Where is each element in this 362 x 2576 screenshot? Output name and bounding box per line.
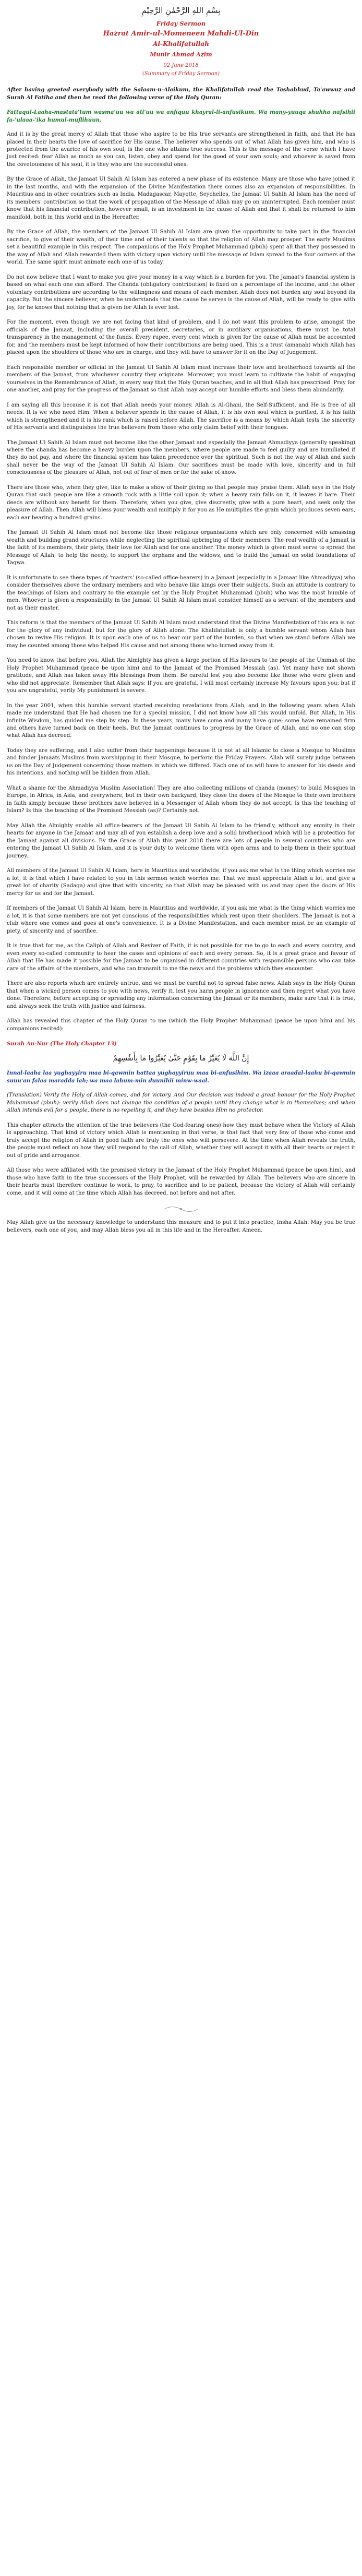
closing-paragraph: May Allah give us the necessary knowledge to understand this measure and to put it into practice, Insha Allah. May you be true believers, each one of you, and may Allah bless you all in this life and in the Hereafter. Ameen. <box>7 1220 355 1233</box>
body-paragraph: This reform is that the members of the Jamaat Ul Sahih Al Islam must understand that the Divine Manifestation of this era is not for the glory of any individual, but for the glory of Allah alone. The Khalifatullah is only a humble servant whom Allah has chosen to revive His religion. It is upon each one of us to bear our part of the burden, so that when we stand before Allah we may be counted among those who helped His cause and not among those who turned away from it. <box>7 620 355 649</box>
body-paragraph: The Jamaat Ul Sahih Al Islam must not become like those religious organisations which are only concerned with amassing wealth and building grand structures while neglecting the spiritual upbringing of their members. The real wealth of a Jamaat is the faith of its members, their piety, their love for Allah and for one another. The money which is given must serve to spread the Message of Allah, to help the needy, to support the orphans and the widows, and to build the Jamaat on solid foundations of Taqwa. <box>7 530 355 566</box>
intro-paragraph: After having greeted everybody with the Salaam-u-Alaikum, the Khalifatullah read the Tashahhud, Ta'awwuz and Surah Al Fatiha and then he read the following verse of the Holy Quran: <box>7 87 355 101</box>
verse-transliteration: Fattaqul-Laaha-mastata'tum wasma'uu wa ati'uu wa anfiquu khayral-li-anfusikum. Wa many-yuuqa shuhha nafsihii fa-'ulaaa-'ika humul-muflihuun. <box>7 109 355 123</box>
body-paragraph: There are also reports which are entirely untrue, and we must be careful not to spread false news. Allah says in the Holy Quran that when a wicked person comes to you with news, verify it, lest you harm people in ignorance and then regret what you have done. Therefore, before accepting or spreading any information concerning the Jamaat or its members, make sure that it is true, and always seek the truth with justice and fairness. <box>7 981 355 1009</box>
sermon-type: Friday Sermon <box>156 20 206 28</box>
body-paragraph: Today they are suffering, and I also suffer from their happenings because it is not at all Islamic to close a Mosque to Muslims and hinder Jamaats Muslims from worshipping in their Mosque, to perform the Friday Prayers. Allah will surely judge between us on the Day of Judgement concerning those matters in which we differed. Each one of us will have to answer for his deeds and his intentions, and nothing will be hidden from Allah. <box>7 747 355 777</box>
body-paragraph: You need to know that before you, Allah the Almighty has given a large portion of His favours to the people of the Ummah of the Holy Prophet Muhammad (peace be upon him) and to the Jamaat of the Promised Messiah (as). Yet many have not shown gratitude, and Allah has taken away His blessings from them. Be careful lest you also become like those who were given and who did not appreciate. Remember that Allah says: If you are grateful, I will most certainly increase My favours upon you; but if you are ungrateful, verily My punishment is severe. <box>7 658 355 694</box>
body-paragraph: By the Grace of Allah, the members of the Jamaat Ul Sahih Al Islam are given the opportunity to take part in the financial sacrifice, to give of their wealth, of their time and of their talents so that the religion of Allah may prosper. The early Muslims set a beautiful example in this respect. The companions of the Holy Prophet Muhammad (pbuh) spent all that they possessed in the way of Allah and Allah rewarded them with victory upon victory until the message of Islam spread to the four corners of the world. The same spirit must animate each one of us today. <box>7 229 355 266</box>
body-paragraph: By the Grace of Allah, the Jamaat Ul Sahih Al Islam has entered a new phase of its existence. Many are those who have joined it in the last months, and with the expansion of the Divine Manifestation there comes also an expansion of responsibilities. In Mauritius and in other countries such as India, Madagascar, Mayotte, Seychelles, the Jamaat Ul Sahih Al Islam has the need of its members' contribution so that the work of propagation of the Message of Allah may go on uninterrupted. Each member must know that his financial contribution, however small, is an investment in the cause of Allah and that it shall be returned to him manifold, both in this world and in the Hereafter. <box>7 176 355 220</box>
sermon-page <box>7 5 355 1242</box>
closing-paragraph: This chapter attracts the attention of the true believers (the God-fearing ones) how they must behave when the Victory of Allah is approaching. That kind of victory which Allah is mentioning in that verse, is that fact that very few of those who come and truly accept the religion of Allah in good faith are truly the ones who will persevere. At the time when Allah reveals the truth, the people must reflect on how they will respond to the call of Allah, whether they will accept it with all their hearts or reject it out of pride and arrogance. <box>7 1122 355 1159</box>
body-paragraph: If members of the Jamaat Ul Sahih Al Islam, here in Mauritius and worldwide, if you ask me what is the thing which worries me a lot, it is that some members are not yet conscious of the responsibilities which rest upon their shoulders. The Jamaat is not a club where one comes and goes at one's convenience. It is a Divine Manifestation, and each member must be an example of piety, of sincerity and of sacrifice. <box>7 905 355 934</box>
sermon-summary-note: (Summary of Friday Sermon) <box>142 70 220 77</box>
closing-paragraph: All those who were affiliated with the promised victory in the Jamaat of the Holy Prophet Muhammad (peace be upon him), and those who have faith in the true successors of the Holy Prophet, will be rewarded by Allah. The believers who are sincere in their hearts must therefore continue to work, to pray, to sacrifice and to be patient, because the victory of Allah will certainly come, and it will come at the time which Allah has decreed, not before and not after. <box>7 1167 355 1196</box>
body-paragraph: For the moment, even though we are not facing that kind of problem, and I do not want this problem to arise, amongst the officials of the Jamaat, including the overall president, secretaries, or in auxiliary organisations, there must be total transparency in the management of the funds. Every rupee, every cent which is given for the cause of Allah must be accounted for, and the members must be kept informed of how their contributions are being used. This is a trust (amanah) which Allah has placed upon the shoulders of those who are in charge, and they will have to answer for it on the Day of Judgement. <box>7 319 355 356</box>
page-title: Hazrat Amir-ul-Momeneen Mahdi-Ul-Din <box>103 29 259 38</box>
body-paragraph: Do not now believe that I want to make you give your money in a way which is a burden for you. The Jamaat's financial system is based on what each one can afford. The Chanda (obligatory contribution) is fixed on a percentage of the income, and the other voluntary contributions are according to the willingness and means of each member. Allah does not burden any soul beyond its capacity. But the sincere believer, when he understands that the cause he serves is the cause of Allah, will be ready to give with joy, for he knows that nothing that is given for Allah is ever lost. <box>7 274 355 311</box>
page-subtitle: Al-Khalifatullah <box>153 40 209 48</box>
body-paragraph: All members of the Jamaat Ul Sahih Al Islam, here in Mauritius and worldwide, if you ask me what is the thing which worries me a lot, it is that which I have related to you in this sermon which worries me: That we must appreciate Allah a lot, and give a great lot of charity (Sadaqa) and give that with sincerity, so that Allah may be pleased with us and may open the doors of His mercy for us and for the Jamaat. <box>7 868 355 897</box>
body-paragraph: It is unfortunate to see these types of 'masters' (so-called office-bearers) in a Jamaat (especially in a Jamaat like Ahmadiyya) who consider themselves above the ordinary members and who behave like kings over their subjects. Such an attitude is contrary to the teachings of Islam and contrary to the example set by the Holy Prophet Muhammad (pbuh) who was the most humble of men. Whoever is given a responsibility in the Jamaat Ul Sahih Al Islam must consider himself as a servant of the members and not as their master. <box>7 575 355 611</box>
quote-label: Surah An-Nur (The Holy Chapter 13) <box>7 1040 117 1047</box>
arabic-verse: إِنَّ اللَّهَ لَا يُغَيِّرُ مَا بِقَوْمٍ حَتَّىٰ يُغَيِّرُوا مَا بِأَنفُسِهِمْ <box>113 1054 249 1063</box>
body-paragraph: The Jamaat Ul Sahih Al Islam must not become like the other Jamaat and especially the Jamaat Ahmadiyya (generally speaking) where the chanda has become a heavy burden upon the members, where people are made to feel guilty and are humiliated if they do not pay, and where the financial system has taken precedence over the spiritual. Such is not the way of Allah and such shall never be the way of the Jamaat Ul Sahih Al Islam. Our sacrifices must be made with love, sincerity and in full consciousness of the pleasure of Allah, not out of fear of men or for the sake of show. <box>7 439 355 476</box>
divider-ornament-icon <box>163 1204 199 1214</box>
body-paragraph: It is true that for me, as the Caliph of Allah and Reviver of Faith, it is not possible for me to go to each and every country, and even every so-called community to hear the cases and opinions of each and every person. So, it is a great grace and favour of Allah that He has made it possible for the Jamaat to be organised in different countries with responsible persons who can take care of the affairs of the members, and who can transmit to me the news and the problems which they encounter. <box>7 943 355 972</box>
body-paragraph: And it is by the great mercy of Allah that those who aspire to be His true servants are strengthened in faith, and that He has placed in their hearts the love of sacrifice for His cause. The believer who spends out of what Allah has given him, and who is protected from the avarice of his own soul, is the one who attains true success. This is the message of the verse which I have just recited: fear Allah as much as you can, listen, obey and spend for the good of your own souls; and whoever is saved from the covetousness of his soul, it is they who are the successful ones. <box>7 132 355 168</box>
body-paragraph: I am saying all this because it is not that Allah needs your money. Allah is Al-Ghani, the Self-Sufficient, and He is free of all needs. It is we who need Him. When a believer spends in the cause of Allah, it is his own soul which is purified, it is his faith which is strengthened and it is his rank which is raised before Allah. The sacrifice is a means by which Allah tests the sincerity of His servants and distinguishes the true believers from those who only claim belief with their tongues. <box>7 402 355 431</box>
body-paragraph: There are those who, when they give, like to make a show of their giving so that people may praise them. Allah says in the Holy Quran that such people are like a smooth rock with a little soil upon it; when a heavy rain falls on it, it leaves it bare. Their deeds are without any benefit for them. Therefore, when you give, give discreetly, give with a pure heart, and seek only the pleasure of Allah. Then Allah will bless your wealth and multiply it for you as He multiplies the grain which produces seven ears, each ear bearing a hundred grains. <box>7 484 355 521</box>
body-paragraph: In the year 2001, when this humble servant started receiving revelations from Allah, and in the following years when Allah made me understand that He had chosen me for a special mission, I did not know how all this would unfold. But Allah, in His infinite Wisdom, has guided me step by step. In these years, many have come and many have gone; some have remained firm and others have turned back on their heels. But the Jamaat continues to progress by the Grace of Allah, and no one can stop what Allah has decreed. <box>7 702 355 739</box>
body-paragraph: May Allah the Almighty enable all office-bearers of the Jamaat Ul Sahih Al Islam to be friendly, without any enmity in their hearts for anyone in the Jamaat and may all of you establish a deep love and a solid brotherhood which will be a protection for the Jamaat against all divisions. By the Grace of Allah this year 2018 there are lots of people in several countries who are entering the Jamaat Ul Sahih Al Islam, and it is your duty to welcome them with open arms and to help them in their spiritual journey. <box>7 822 355 859</box>
body-paragraph: What a shame for the Ahmadiyya Muslim Association! They are also collecting millions of chanda (money) to build Mosques in Europe, in Africa, in Asia, and everywhere, but in their own backyard, they close the doors of the Mosque to their own brothers in faith simply because these brothers have believed in a Messenger of Allah whom they do not accept. Is this the teaching of Islam? Is this the teaching of the Promised Messiah (as)? Certainly not. <box>7 785 355 814</box>
quote-transliteration: Innal-laaha laa yughayyiru maa bi-qawmin hattaa yughayyiruu maa bi-anfusihim. Wa izaaa araadal-laahu bi-qawmin suuu'an falaa maradda lah; wa maa lahum-min duunihii minw-waal. <box>7 1070 355 1084</box>
body-paragraph: Allah has revealed this chapter of the Holy Quran to me (which the Holy Prophet Muhammad (peace be upon him) and his companions recited): <box>7 1018 355 1032</box>
speaker-name: Munir Ahmad Azim <box>150 51 212 58</box>
bismillah: بِسْمِ اللهِ الرَّحْمٰنِ الرَّحِيْمِ <box>141 6 221 15</box>
sermon-date: 02 June 2018 <box>163 62 199 68</box>
quote-translation: (Translation) Verily the Holy of Allah comes, and for victory. And Our decision was indeed a great honour for the Holy Prophet Muhammad (pbuh): verily Allah does not change the condition of a people until they change what is in themselves; and when Allah intends evil for a people, there is no repelling it, and they have besides Him no protector. <box>7 1092 355 1114</box>
body-paragraph: Each responsible member or official in the Jamaat Ul Sahih Al Islam must increase their love and brotherhood towards all the members of the Jamaat, from whichever country they originate. Moreover, you must learn to cultivate the habit of engaging yourselves in the Remembrance of Allah, in every way that the Holy Quran teaches, and in all that Allah has prescribed. Pray for one another, and pray for the progress of the Jamaat so that Allah may accept our humble efforts and bless them abundantly. <box>7 364 355 393</box>
